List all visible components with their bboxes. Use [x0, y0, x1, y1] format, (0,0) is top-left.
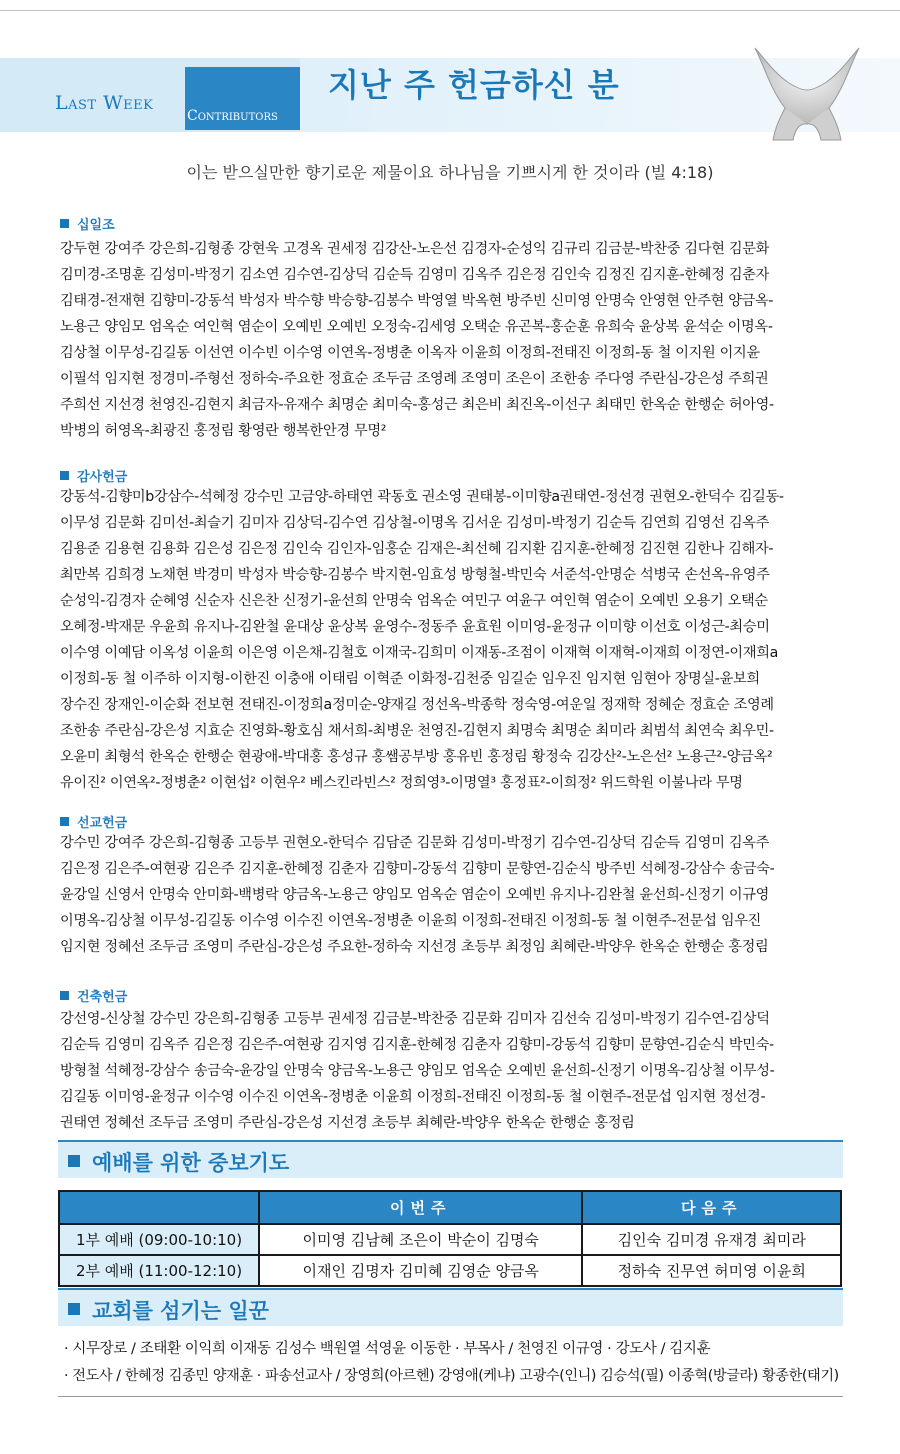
service-label: 1부 예배 (09:00-10:10): [59, 1224, 259, 1255]
col-this-week: 이번주: [259, 1191, 582, 1224]
name-line: 김상철 이무성-김길동 이선연 이수빈 이수영 이연옥-정병춘 이옥자 이윤희 이정희-전태진 이정희-동 철 이지원 이지윤: [60, 345, 760, 361]
name-line: 오윤미 최형석 한옥순 한행순 현광애-박대홍 홍성규 홍쌤공부방 홍유빈 홍정림 황정숙 김강산²-노은선² 노용근²-양금옥²: [60, 749, 773, 765]
last-week-label: Last Week: [55, 92, 154, 114]
name-line: 박병의 허영옥-최광진 홍정림 황영란 행복한안경 무명²: [60, 423, 387, 439]
top-rule: [0, 10, 900, 11]
table-header-blank: [59, 1191, 259, 1224]
name-line: 김순득 김영미 김옥주 김은정 김은주-여현광 김지영 김지훈-한혜정 김춘자 김향미-강동석 김향미 문향연-김순식 박민숙-: [60, 1037, 774, 1053]
this-week-names: 이재인 김명자 김미혜 김영순 양금옥: [259, 1255, 582, 1286]
table-row: [59, 1255, 841, 1286]
name-line: 이정희-동 철 이주하 이지형-이한진 이충애 이태림 이혁준 이화정-김천중 임길순 임우진 임지현 임현아 장명실-윤보희: [60, 671, 760, 687]
section-title-text: 건축헌금: [77, 990, 128, 1005]
table-row: [59, 1224, 841, 1255]
open-hands-image: [745, 28, 870, 143]
name-line: 장수진 장재인-이순화 전보현 전태진-이정희a정미순-양재길 정선옥-박종학 정숙영-여운일 정재학 정혜순 정효순 조영례: [60, 697, 774, 713]
name-line: 이명옥-김상철 이무성-김길동 이수영 이수진 이연옥-정병춘 이윤희 이정희-전태진 이정희-동 철 이현주-전문섭 임우진: [60, 913, 762, 929]
name-line: 이무성 김문화 김미선-최슬기 김미자 김상덕-김수연 김상철-이명옥 김서운 김성미-박정기 김순득 김연희 김영선 김옥주: [60, 515, 770, 531]
bullet-square-icon: [60, 219, 69, 228]
page-title: 지난 주 헌금하신 분: [328, 66, 620, 104]
section-title-text: 십일조: [77, 218, 115, 233]
contributors-label: Contributors: [187, 108, 278, 124]
name-line: 윤강일 신영서 안명숙 안미화-백병락 양금옥-노용근 양임모 엄옥순 염순이 오예빈 유지나-김완철 윤선희-신정기 이규영: [60, 887, 770, 903]
next-week-names: 김인숙 김미경 유재경 최미라: [582, 1224, 841, 1255]
name-line: 주희선 지선경 천영진-김현지 최금자-유재수 최명순 최미숙-홍성근 최은비 최진옥-이선구 최태민 한옥순 한행순 허아영-: [60, 397, 774, 413]
bullet-square-icon: [68, 1303, 80, 1315]
section-title-mission: [60, 812, 127, 831]
prayer-title: 예배를 위한 중보기도: [92, 1151, 290, 1175]
table-header-row: [59, 1191, 841, 1224]
staff-line: · 전도사 / 한혜정 김종민 양재훈 · 파송선교사 / 장영희(아르헨) 강영애(케냐) 고광수(인니) 김승석(필) 이종혁(방글라) 황종한(태기): [64, 1368, 839, 1384]
name-line: 김용준 김용현 김용화 김은성 김은정 김인숙 김인자-임홍순 김재은-최선혜 김지환 김지훈-한혜정 김진현 김한나 김해자-: [60, 541, 774, 557]
building-names: [60, 1006, 850, 1136]
staff-line: · 시무장로 / 조태환 이익희 이재동 김성수 백원열 석영윤 이동한 · 부목사 / 천영진 이규영 · 강도사 / 김지훈: [64, 1341, 711, 1357]
name-line: 강두현 강여주 강은희-김형종 강현욱 고경옥 권세정 김강산-노은선 김경자-순성익 김규리 김금분-박찬중 김다현 김문화: [60, 241, 770, 257]
name-line: 조한송 주란심-강은성 지효순 진영화-황호심 채서희-최병운 천영진-김현지 최명숙 최명순 최미라 최범석 최연숙 최우민-: [60, 723, 774, 739]
name-line: 권태연 정혜선 조두금 조영미 주란심-강은성 지선경 초등부 최혜란-박양우 한옥순 한행순 홍정림: [60, 1115, 635, 1131]
col-next-week: 다음주: [582, 1191, 841, 1224]
name-line: 김은정 김은주-여현광 김은주 김지훈-한혜정 김춘자 김향미-강동석 김향미 문향연-김순식 방주빈 석혜정-강삼수 송금숙-: [60, 861, 775, 877]
section-title-building: [60, 986, 127, 1005]
bullet-square-icon: [60, 471, 69, 480]
name-line: 최만복 김희경 노채현 박경미 박성자 박승향-김봉수 박지현-임효성 방형철-박민숙 서준석-안명순 석병국 손선옥-유영주: [60, 567, 770, 583]
section-title-text: 선교헌금: [77, 816, 128, 831]
name-line: 강수민 강여주 강은희-김형종 고등부 권현오-한덕수 김담준 김문화 김성미-박정기 김수연-김상덕 김순득 김영미 김옥주: [60, 835, 770, 851]
prayer-table: [58, 1190, 842, 1287]
bullet-square-icon: [68, 1155, 80, 1167]
section-title-text: 감사헌금: [77, 470, 128, 485]
section-title-thanks: [60, 466, 127, 485]
staff-header: [58, 1288, 843, 1326]
prayer-header: [58, 1140, 843, 1178]
this-week-names: 이미영 김남혜 조은이 박순이 김명숙: [259, 1224, 582, 1255]
section-title-tithe: [60, 214, 115, 233]
name-line: 노용근 양임모 엄옥순 여인혁 염순이 오예빈 오예빈 오정숙-김세영 오택순 유곤복-홍순훈 유희숙 윤상복 윤석순 이명옥-: [60, 319, 773, 335]
name-line: 오혜정-박재문 우윤희 유지나-김완철 윤대상 윤상복 윤영수-정동주 윤효원 이미영-윤정규 이미향 이선호 이성근-최승미: [60, 619, 770, 635]
name-line: 김태경-전재현 김향미-강동석 박성자 박수향 박승향-김봉수 박영열 박옥현 방주빈 신미영 안명숙 안영현 안주현 양금옥-: [60, 293, 774, 309]
staff-title: 교회를 섬기는 일꾼: [92, 1299, 269, 1323]
name-line: 유이진² 이연옥²-정병춘² 이현섭² 이현우² 베스킨라빈스² 정희영³-이명열³ 홍정표²-이희정² 위드학원 이불나라 무명: [60, 775, 743, 791]
next-week-names: 정하숙 진무연 허미영 이윤희: [582, 1255, 841, 1286]
name-line: 이수영 이예담 이옥성 이윤희 이은영 이은채-김철호 이재국-김희미 이재동-조점이 이재혁 이재혁-이재희 이정연-이재희a: [60, 645, 779, 661]
name-line: 임지현 정혜선 조두금 조영미 주란심-강은성 주요한-정하숙 지선경 초등부 최정임 최혜란-박양우 한옥순 한행순 홍정림: [60, 939, 769, 955]
bullet-square-icon: [60, 817, 69, 826]
bullet-square-icon: [60, 991, 69, 1000]
name-line: 순성익-김경자 순혜영 신순자 신은찬 신정기-윤선희 안명숙 엄옥순 여민구 여윤구 여인혁 염순이 오예빈 오용기 오택순: [60, 593, 768, 609]
name-line: 김미경-조명훈 김성미-박정기 김소연 김수연-김상덕 김순득 김영미 김옥주 김은정 김인숙 김정진 김지훈-한혜정 김춘자: [60, 267, 770, 283]
scripture-verse: 이는 받으실만한 향기로운 제물이요 하나님을 기쁘시게 한 것이라 (빌 4:18): [186, 163, 714, 182]
mission-names: [60, 830, 850, 960]
name-line: 방형철 석혜정-강삼수 송금숙-윤강일 안명숙 양금옥-노용근 양임모 엄옥순 오예빈 윤선희-신정기 이명옥-김상철 이무성-: [60, 1063, 775, 1079]
name-line: 김길동 이미영-윤정규 이수영 이수진 이연옥-정병춘 이윤희 이정희-전태진 이정희-동 철 이현주-전문섭 임지현 정선경-: [60, 1089, 766, 1105]
name-line: 이필석 임지현 정경미-주형선 정하숙-주요한 정효순 조두금 조영례 조영미 조은이 조한송 주다영 주란심-강은성 주희권: [60, 371, 769, 387]
service-label: 2부 예배 (11:00-12:10): [59, 1255, 259, 1286]
name-line: 강선영-신상철 강수민 강은희-김형종 고등부 권세정 김금분-박찬중 김문화 김미자 김선숙 김성미-박정기 김수연-김상덕: [60, 1011, 770, 1027]
thanks-names: [60, 484, 850, 796]
bottom-rule: [58, 1396, 843, 1397]
tithe-names: [60, 236, 850, 444]
name-line: 강동석-김향미b강삼수-석혜정 강수민 고금양-하태연 곽동호 권소영 권태봉-이미향a권태연-정선경 권현오-한덕수 김길동-: [60, 489, 784, 505]
